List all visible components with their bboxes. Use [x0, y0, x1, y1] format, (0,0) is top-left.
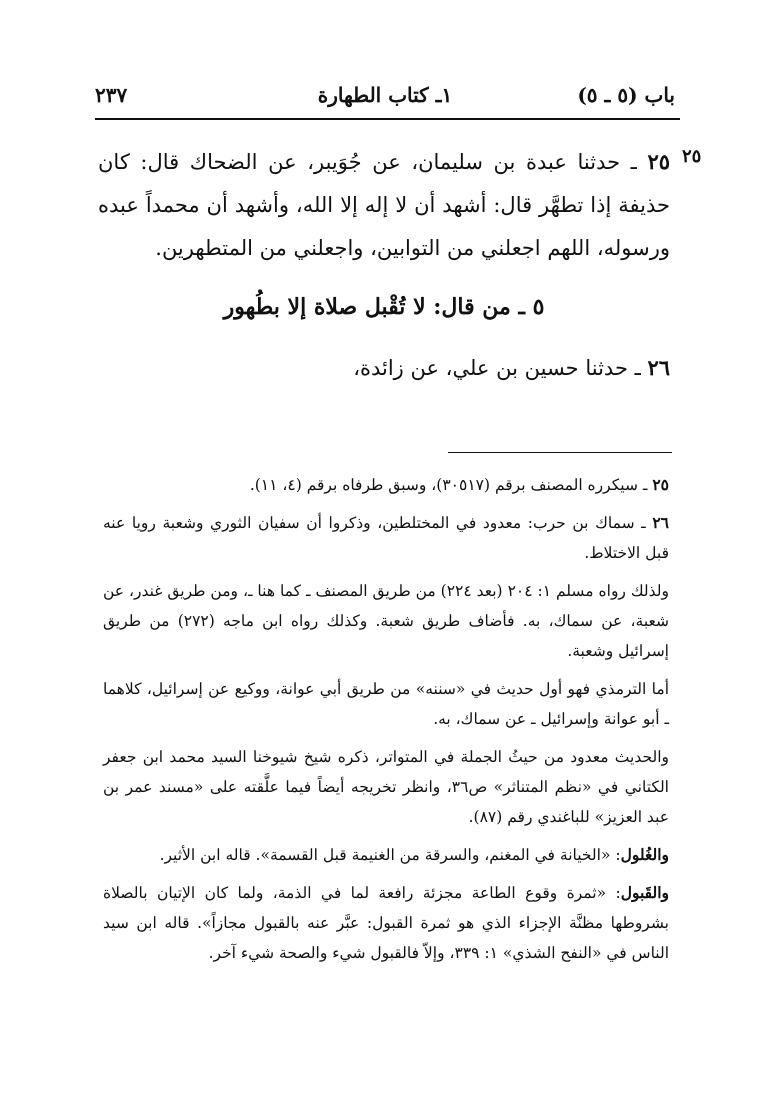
book-title: ١ـ كتاب الطهارة: [317, 83, 453, 107]
footnotes: [103, 470, 669, 976]
margin-hadith-number: ٢٥: [682, 146, 702, 167]
footnote-25: [103, 470, 669, 500]
qabul-text: : «ثمرة وقوع الطاعة مجزئة رافعة لما في الذمة، ولما كان الإتيان بالصلاة بشروطها مظنَّة الإجزاء الذي هو ثمرة القبول: عبَّر عنه بالقبول مجازاً». قاله ابن سيد الناس في «النفح الشذي» ١: ٣٣٩، وإلاّ فالقبول شيء والصحة شيء آخر.: [103, 884, 669, 962]
footnote-divider: [448, 452, 672, 453]
hadith-26-number: ٢٦: [647, 355, 670, 380]
hadith-25-paragraph: [98, 140, 670, 270]
footnote-26-text: ـ سماك بن حرب: معدود في المختلطين، وذكروا أن سفيان الثوري وشعبة رويا عنه قبل الاختلاط.: [103, 514, 669, 562]
footnote-muslim: ولذلك رواه مسلم ١: ٢٠٤ (بعد ٢٢٤) من طريق المصنف ـ كما هنا ـ، ومن طريق غندر، عن شعبة، عن سماك، به. فأضاف طريق شعبة. وكذلك رواه ابن ماجه (٢٧٢) من طريق إسرائيل وشعبة.: [103, 582, 669, 660]
ghulul-text: : «الخيانة في المغنم، والسرقة من الغنيمة قبل القسمة». قاله ابن الأثير.: [159, 846, 621, 864]
page-header: [95, 80, 675, 114]
footnote-ghulul: [103, 840, 669, 870]
footnote-mutawatir: والحديث معدود من حيثُ الجملة في المتواتر، ذكره شيخ شيوخنا السيد محمد ابن جعفر الكتاني في «نظم المتناثر» ص٣٦، وانظر تخريجه أيضاً فيما علَّقته على «مسند عمر بن عبد العزيز» للباغندي رقم (٨٧).: [103, 748, 669, 826]
hadith-25-number: ٢٥: [647, 149, 670, 174]
hadith-25-text: ـ حدثنا عبدة بن سليمان، عن جُوَيبر، عن الضحاك قال: كان حذيفة إذا تطهَّر قال: أشهد أن لا إله إلا الله، وأشهد أن محمداً عبده ورسوله، اللهم اجعلني من التوابين، واجعلني من المتطهرين.: [98, 150, 670, 260]
footnote-26: [103, 508, 669, 568]
hadith-26-text: ـ حدثنا حسين بن علي، عن زائدة،: [353, 356, 648, 380]
footnote-26-number: ٢٦: [652, 513, 669, 532]
footnote-25-text: ـ سيكرره المصنف برقم (٣٠٥١٧)، وسبق طرفاه برقم (٤، ١١).: [249, 476, 653, 494]
hadith-25: [98, 140, 670, 270]
section-title: ٥ ـ من قال: لا تُقْبل صلاة إلا بطُهور: [223, 294, 545, 320]
footnote-qabul: [103, 878, 669, 968]
page-number: ٢٣٧: [95, 83, 128, 107]
footnote-tirmidhi: أما الترمذي فهو أول حديث في «سننه» من طريق أبي عوانة، ووكيع عن إسرائيل، كلاهما ـ أبو عوانة وإسرائيل ـ عن سماك، به.: [103, 680, 669, 728]
hadith-26: [98, 348, 670, 388]
qabul-term: والقَبول: [620, 883, 669, 902]
header-divider: [95, 118, 680, 120]
chapter-label: باب (٥ ـ ٥): [577, 83, 675, 107]
ghulul-term: والغُلول: [620, 845, 669, 864]
footnote-25-number: ٢٥: [652, 475, 669, 494]
